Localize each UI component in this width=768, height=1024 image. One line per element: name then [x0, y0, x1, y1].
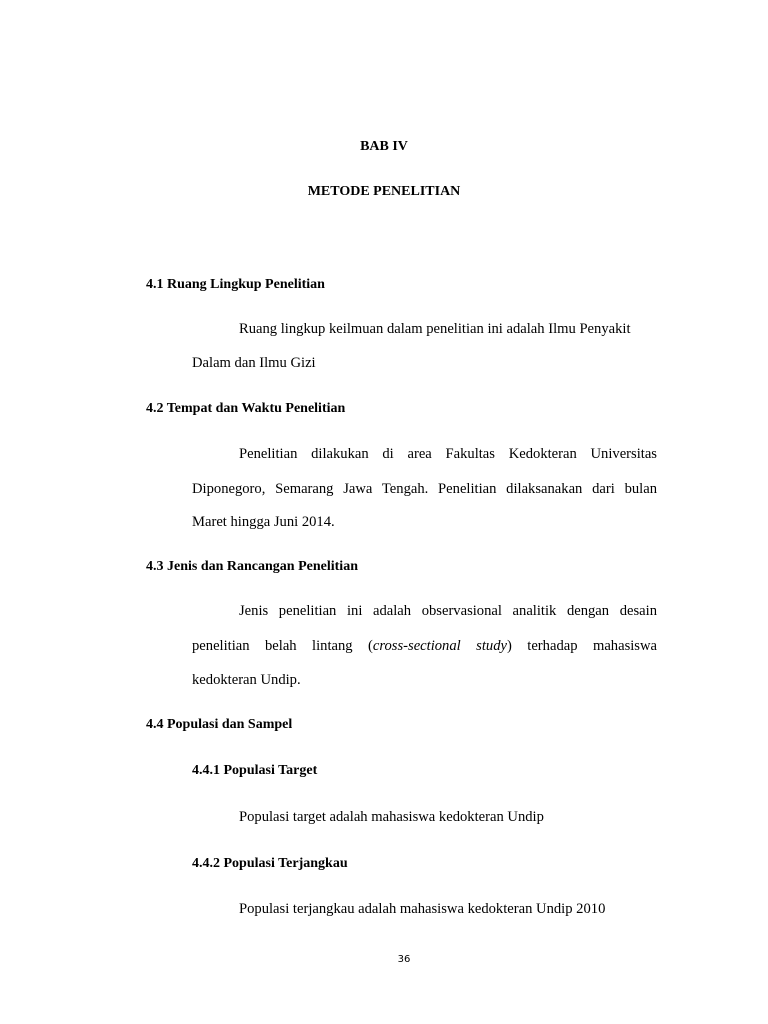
section-heading-4-2: 4.2 Tempat dan Waktu Penelitian — [146, 401, 346, 416]
paragraph-line — [192, 637, 657, 655]
page-number: 36 — [397, 954, 411, 965]
paragraph-line: Jenis penelitian ini adalah observasional analitik dengan desain — [239, 603, 657, 619]
paragraph-line: Populasi target adalah mahasiswa kedokteran Undip — [239, 809, 544, 825]
text-segment: ) terhadap mahasiswa — [506, 638, 657, 654]
paragraph-line: Ruang lingkup keilmuan dalam penelitian ini adalah Ilmu Penyakit — [239, 321, 631, 337]
paragraph-line: Diponegoro, Semarang Jawa Tengah. Penelitian dilaksanakan dari bulan — [192, 481, 657, 497]
italic-term: cross-sectional study — [372, 638, 507, 654]
paragraph-line: kedokteran Undip. — [192, 672, 301, 688]
section-heading-4-4: 4.4 Populasi dan Sampel — [146, 717, 293, 732]
paragraph-line: Populasi terjangkau adalah mahasiswa kedokteran Undip 2010 — [239, 901, 606, 917]
paragraph-line: Dalam dan Ilmu Gizi — [192, 355, 316, 371]
subsection-heading-4-4-1: 4.4.1 Populasi Target — [192, 763, 318, 778]
chapter-number: BAB IV — [360, 139, 408, 154]
text-segment: penelitian belah lintang ( — [192, 638, 373, 654]
subsection-heading-4-4-2: 4.4.2 Populasi Terjangkau — [192, 856, 348, 871]
section-heading-4-1: 4.1 Ruang Lingkup Penelitian — [146, 277, 325, 292]
paragraph-line: Maret hingga Juni 2014. — [192, 514, 335, 530]
section-heading-4-3: 4.3 Jenis dan Rancangan Penelitian — [146, 559, 358, 574]
chapter-title: METODE PENELITIAN — [307, 184, 461, 199]
paragraph-line: Penelitian dilakukan di area Fakultas Kedokteran Universitas — [239, 446, 657, 462]
